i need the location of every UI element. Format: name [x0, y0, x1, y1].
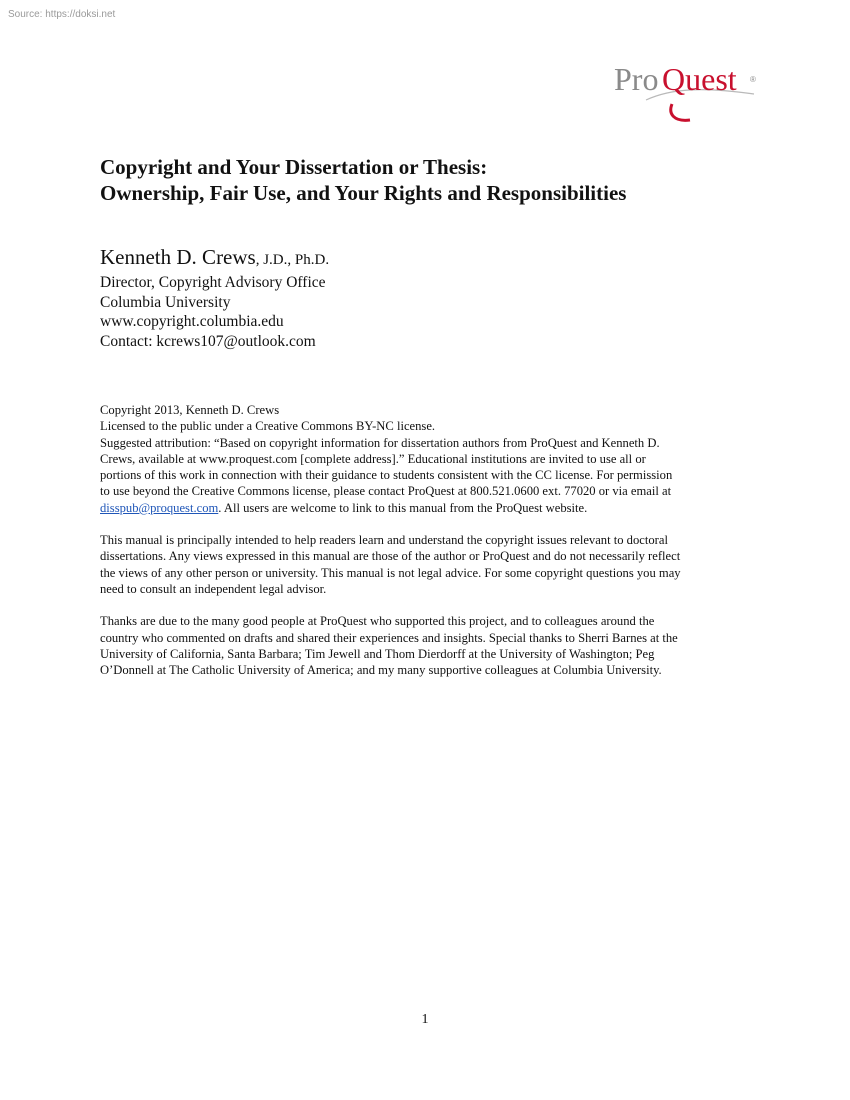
proquest-logo-mark	[612, 58, 760, 124]
thanks-line-4: O’Donnell at The Catholic University of America; and my many supportive colleagues at Columbia University.	[100, 663, 662, 678]
source-url: Source: https://doksi.net	[8, 9, 116, 20]
license-notice: Licensed to the public under a Creative Commons BY-NC license.	[100, 419, 436, 434]
author-contact: Contact: kcrews107@outlook.com	[100, 332, 316, 350]
copyright-notice: Copyright 2013, Kenneth D. Crews	[100, 403, 280, 417]
author-degrees: , J.D., Ph.D.	[255, 252, 330, 268]
author-block	[100, 244, 600, 351]
logo-text-pro: Pro	[614, 61, 659, 97]
logo-registered: ®	[750, 75, 756, 84]
attribution-line-4: to use beyond the Creative Commons license, please contact ProQuest at 800.521.0600 ext. 77020 or via email at	[100, 484, 672, 499]
proquest-logo	[612, 58, 760, 124]
disclaimer-line-3: the views of any other person or university. This manual is not legal advice. For some copyright questions you may	[100, 565, 681, 580]
attribution-line-3: portions of this work in connection with their guidance to students consistent with the CC license. For permission	[100, 468, 673, 483]
attribution-line-1: Suggested attribution: “Based on copyright information for dissertation authors from ProQuest and Kenneth D.	[100, 435, 660, 450]
title-line-1: Copyright and Your Dissertation or Thesis:	[100, 155, 488, 179]
page-number: 1	[421, 1012, 429, 1027]
attribution-line-5-text: . All users are welcome to link to this manual from the ProQuest website.	[218, 500, 588, 515]
disclaimer-line-2: dissertations. Any views expressed in this manual are those of the author or ProQuest and do not necessarily reflect	[100, 549, 681, 564]
author-name: Kenneth D. Crews	[100, 245, 256, 269]
document-title	[100, 154, 780, 206]
logo-text-quest: Quest	[662, 61, 737, 97]
disclaimer-line-1: This manual is principally intended to help readers learn and understand the copyright issues relevant to doctoral	[100, 533, 668, 548]
document-body	[100, 402, 750, 678]
email-link[interactable]: disspub@proquest.com	[100, 500, 219, 515]
attribution-line-2: Crews, available at www.proquest.com [complete address].” Educational institutions are invited to use all or	[100, 451, 646, 466]
thanks-line-2: country who commented on drafts and shared their experiences and insights. Special thanks to Sherri Barnes at the	[100, 630, 678, 645]
author-institution: Columbia University	[100, 293, 231, 311]
thanks-line-3: University of California, Santa Barbara; Tim Jewell and Thom Dierdorff at the University of Washington; Peg	[100, 646, 655, 661]
disclaimer-line-4: need to consult an independent legal advisor.	[100, 581, 327, 596]
author-name-line	[100, 244, 600, 273]
title-line-2: Ownership, Fair Use, and Your Rights and Responsibilities	[100, 181, 627, 205]
thanks-line-1: Thanks are due to the many good people at ProQuest who supported this project, and to colleagues around the	[100, 614, 655, 629]
attribution-line-5	[100, 500, 750, 516]
author-website: www.copyright.columbia.edu	[100, 313, 284, 330]
author-position: Director, Copyright Advisory Office	[100, 274, 326, 291]
